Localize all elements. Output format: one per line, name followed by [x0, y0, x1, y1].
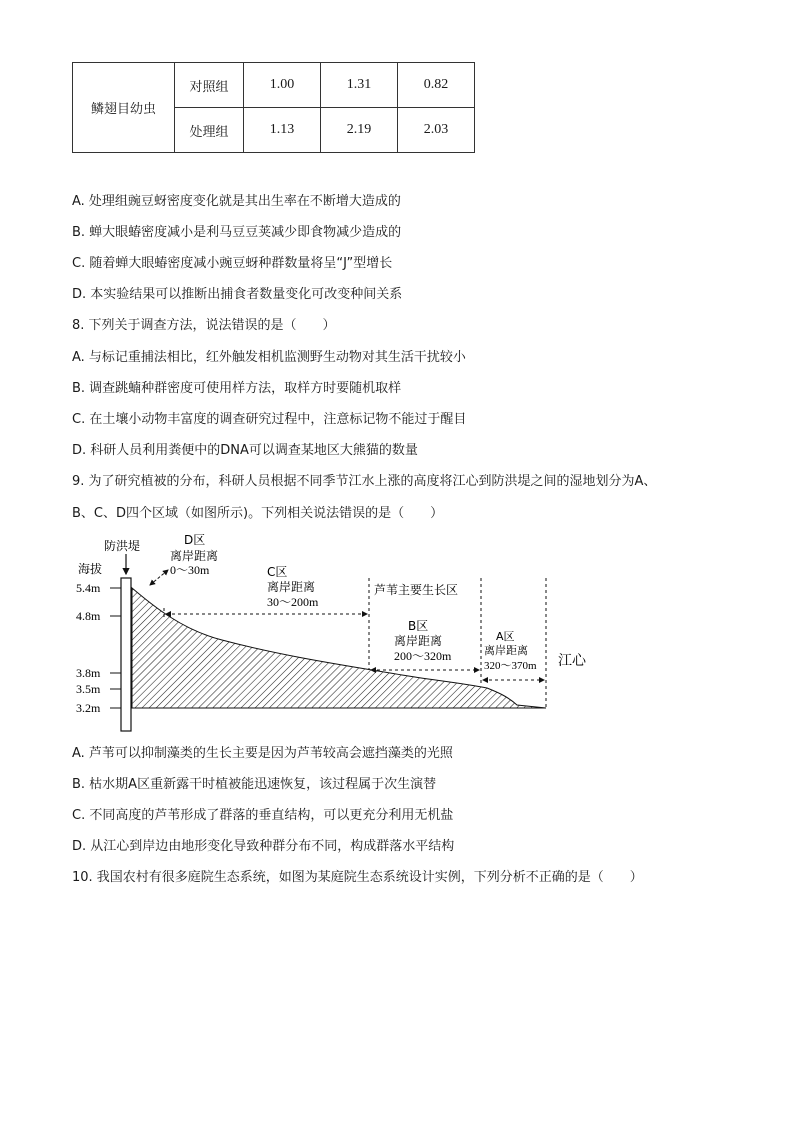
value-cell: 2.19	[321, 108, 398, 153]
table-row	[73, 63, 475, 108]
value-cell: 1.31	[321, 63, 398, 108]
q9-stem-line2: B、C、D四个区域（如图所示)。下列相关说法错误的是（ ）	[72, 506, 444, 521]
data-table	[72, 62, 475, 153]
q9-option-a: A. 芦苇可以抑制藻类的生长主要是因为芦苇较高会遮挡藻类的光照	[72, 746, 453, 761]
d-zone-range: 0～30m	[170, 563, 210, 577]
q8-option-b: B. 调查跳蝻种群密度可使用样方法，取样方时要随机取样	[72, 381, 402, 396]
tick-label: 3.8m	[76, 666, 101, 680]
tick-label: 4.8m	[76, 609, 101, 623]
tick-label: 3.2m	[76, 701, 101, 715]
c-zone-title: C区	[267, 565, 288, 579]
q8-stem: 8. 下列关于调查方法，说法错误的是（ ）	[72, 318, 336, 333]
value-cell: 0.82	[398, 63, 475, 108]
wetland-zone-figure	[72, 530, 602, 740]
reed-zone-label: 芦苇主要生长区	[374, 583, 459, 597]
value-cell: 1.00	[244, 63, 321, 108]
c-zone-distance-label: 离岸距离	[267, 580, 316, 594]
row-label: 处理组	[175, 108, 244, 153]
tick-label: 3.5m	[76, 682, 101, 696]
levee-wall	[121, 578, 131, 731]
a-zone-range: 320～370m	[484, 660, 537, 672]
q9-stem-line1: 9. 为了研究植被的分布，科研人员根据不同季节江水上涨的高度将江心到防洪堤之间的湿地划分为A、	[72, 474, 657, 489]
altitude-axis	[76, 581, 121, 715]
q7-option-a: A. 处理组豌豆蚜密度变化就是其出生率在不断增大造成的	[72, 194, 401, 209]
b-zone-range: 200～320m	[394, 649, 452, 663]
q7-option-c: C. 随着蝉大眼蝽密度减小豌豆蚜种群数量将呈“J”型增长	[72, 256, 393, 271]
q8-option-c: C. 在土壤小动物丰富度的调查研究过程中，注意标记物不能过于醒目	[72, 412, 467, 427]
value-cell: 2.03	[398, 108, 475, 153]
q7-option-d: D. 本实验结果可以推断出捕食者数量变化可改变种间关系	[72, 287, 403, 302]
c-zone-range: 30～200m	[267, 595, 319, 609]
q8-option-d: D. 科研人员利用粪便中的DNA可以调查某地区大熊猫的数量	[72, 443, 418, 458]
q8-option-a: A. 与标记重捕法相比，红外触发相机监测野生动物对其生活干扰较小	[72, 350, 466, 365]
q10-stem: 10. 我国农村有很多庭院生态系统，如图为某庭院生态系统设计实例，下列分析不正确的是（ ）	[72, 870, 643, 885]
d-zone-title: D区	[184, 533, 206, 547]
b-zone-distance-label: 离岸距离	[394, 634, 443, 648]
row-label: 对照组	[175, 63, 244, 108]
b-zone-title: B区	[408, 619, 429, 633]
a-zone-title: A区	[496, 630, 515, 643]
q9-option-c: C. 不同高度的芦苇形成了群落的垂直结构，可以更充分利用无机盐	[72, 808, 454, 823]
river-center-label: 江心	[558, 653, 586, 669]
value-cell: 1.13	[244, 108, 321, 153]
levee-label: 防洪堤	[104, 539, 141, 553]
q9-option-b: B. 枯水期A区重新露干时植被能迅速恢复，该过程属于次生演替	[72, 777, 437, 792]
q7-option-b: B. 蝉大眼蝽密度减小是利马豆豆荚减少即食物减少造成的	[72, 225, 402, 240]
d-zone-distance-label: 离岸距离	[170, 549, 219, 563]
group-cell: 鳞翅目幼虫	[73, 63, 175, 153]
a-zone-distance-label: 离岸距离	[484, 644, 528, 657]
q9-option-d: D. 从江心到岸边由地形变化导致种群分布不同，构成群落水平结构	[72, 839, 455, 854]
d-zone-arrow	[150, 570, 168, 585]
tick-label: 5.4m	[76, 581, 101, 595]
altitude-label: 海拔	[78, 562, 103, 576]
